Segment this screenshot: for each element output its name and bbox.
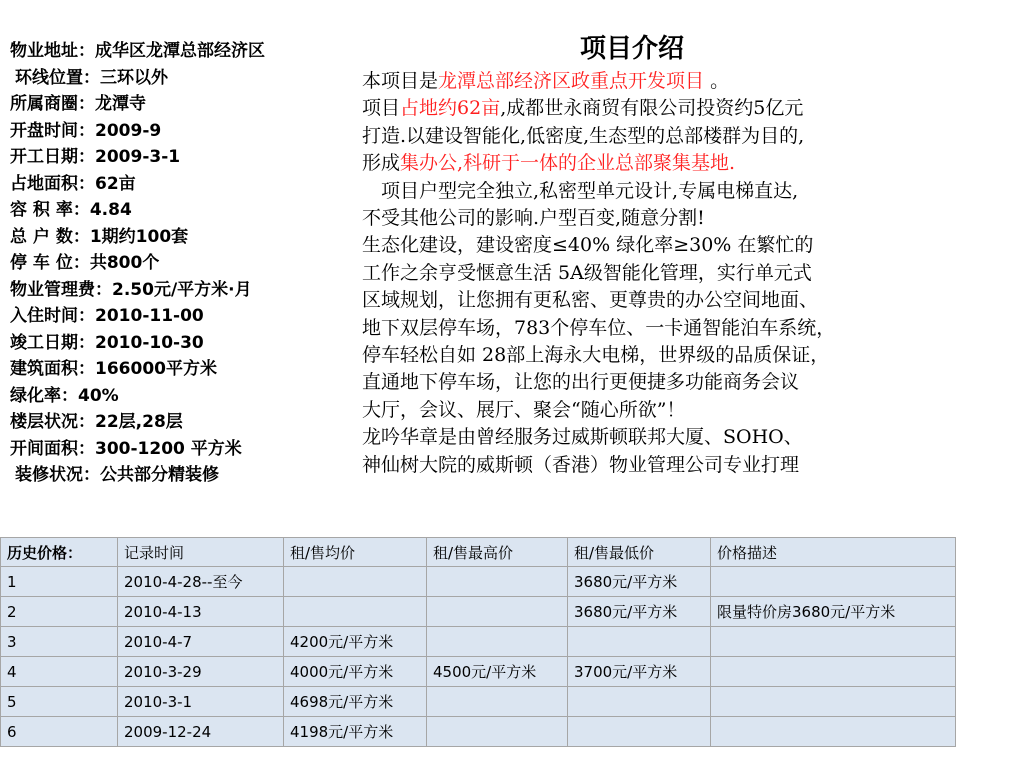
info-row-address	[10, 38, 360, 65]
table-cell	[711, 717, 956, 747]
table-cell: 2010-4-7	[118, 627, 284, 657]
table-cell: 4698元/平方米	[284, 687, 427, 717]
table-cell: 3680元/平方米	[568, 567, 711, 597]
info-label: 竣工日期：	[10, 332, 95, 353]
info-row-business-district	[10, 91, 360, 118]
intro-highlight: 集办公,科研于一体的企业总部聚集基地.	[400, 152, 736, 175]
intro-line: 直通地下停车场，让您的出行更便捷多功能商务会议	[362, 371, 800, 394]
header-cell-avg-price: 租/售均价	[284, 538, 427, 567]
table-cell: 2010-3-29	[118, 657, 284, 687]
table-cell: 4198元/平方米	[284, 717, 427, 747]
info-label: 容 积 率：	[10, 200, 90, 220]
table-cell	[568, 717, 711, 747]
table-cell: 3	[1, 627, 118, 657]
intro-line: 大厅，会议、展厅、聚会“随心所欲”！	[362, 398, 686, 421]
info-label: 建筑面积：	[10, 359, 95, 379]
info-label: 开盘时间：	[10, 120, 95, 141]
info-value: 2009-9	[95, 120, 162, 141]
info-value: 2009-3-1	[95, 147, 181, 167]
table-cell	[711, 627, 956, 657]
info-label: 停 车 位：	[10, 253, 90, 273]
info-label: 开间面积：	[10, 438, 95, 459]
info-row-completion	[10, 330, 360, 357]
table-cell	[427, 597, 568, 627]
table-cell: 2010-3-1	[118, 687, 284, 717]
table-cell	[568, 627, 711, 657]
table-row	[1, 687, 956, 717]
info-row-parking	[10, 250, 360, 277]
intro-text: 形成	[362, 152, 401, 175]
table-cell: 3680元/平方米	[568, 597, 711, 627]
info-row-unit-area	[10, 436, 360, 463]
intro-title: 项目介绍	[580, 34, 685, 64]
info-label: 所属商圈：	[10, 94, 95, 114]
info-value: 4.84	[89, 200, 132, 220]
info-value: 2.50元/平方米·月	[112, 279, 252, 300]
info-row-start-date	[10, 144, 360, 171]
intro-text: 本项目是	[362, 70, 439, 92]
intro-line: 神仙树大院的威斯顿（香港）物业管理公司专业打理	[362, 453, 800, 476]
info-label: 总 户 数：	[10, 226, 90, 247]
intro-line	[362, 68, 1022, 95]
info-value: 三环以外	[100, 67, 168, 88]
info-label: 楼层状况：	[10, 412, 95, 432]
info-label: 环线位置：	[15, 67, 100, 88]
info-value: 1期约100套	[89, 226, 189, 247]
table-cell: 1	[1, 567, 118, 597]
info-row-households	[10, 224, 360, 251]
info-row-floors	[10, 409, 360, 436]
info-value: 共800个	[89, 253, 160, 273]
info-label: 物业管理费：	[10, 279, 112, 300]
intro-body	[362, 68, 1022, 479]
info-label: 占地面积：	[10, 173, 95, 194]
table-header-row	[1, 538, 956, 567]
info-row-land-area	[10, 171, 360, 198]
table-cell	[568, 687, 711, 717]
table-cell	[711, 687, 956, 717]
header-cell-history-price: 历史价格：	[1, 538, 118, 567]
info-value: 公共部分精装修	[100, 465, 219, 485]
table-cell	[427, 687, 568, 717]
intro-highlight: 占地约62亩	[400, 97, 501, 120]
info-label: 物业地址：	[10, 41, 95, 61]
table-cell: 5	[1, 687, 118, 717]
intro-line: 龙吟华章是由曾经服务过威斯顿联邦大厦、SOHO、	[362, 426, 803, 449]
table-cell: 2009-12-24	[118, 717, 284, 747]
info-value: 40%	[78, 385, 119, 406]
table-cell: 2010-4-13	[118, 597, 284, 627]
info-row-building-area	[10, 356, 360, 383]
property-info-list	[10, 38, 360, 489]
table-row	[1, 567, 956, 597]
intro-text: ,成都世永商贸有限公司投资约5亿元	[500, 97, 804, 120]
table-cell	[427, 717, 568, 747]
info-label: 装修状况：	[15, 465, 100, 485]
info-value: 166000平方米	[95, 359, 217, 379]
intro-text: 。	[704, 70, 730, 92]
intro-line: 区域规划，让您拥有更私密、更尊贵的办公空间地面、	[362, 289, 819, 312]
table-cell: 2010-4-28--至今	[118, 567, 284, 597]
table-cell: 限量特价房3680元/平方米	[711, 597, 956, 627]
info-value: 龙潭寺	[95, 94, 146, 114]
info-value: 成华区龙潭总部经济区	[95, 41, 265, 61]
table-row	[1, 627, 956, 657]
table-cell: 4500元/平方米	[427, 657, 568, 687]
info-value: 2010-10-30	[95, 332, 204, 353]
table-cell	[711, 657, 956, 687]
info-value: 2010-11-00	[95, 306, 204, 326]
info-value: 300-1200 平方米	[95, 438, 242, 459]
intro-line: 地下双层停车场，783个停车位、一卡通智能泊车系统，	[362, 316, 836, 339]
table-cell	[711, 567, 956, 597]
intro-highlight: 龙潭总部经济区政重点开发项目	[438, 70, 705, 92]
info-value: 22层,28层	[95, 412, 183, 432]
intro-line: 停车轻松自如 28部上海永大电梯，世界级的品质保证，	[362, 344, 830, 367]
info-row-green-rate	[10, 383, 360, 410]
header-cell-max-price: 租/售最高价	[427, 538, 568, 567]
intro-line: 工作之余亨受惬意生活 5A级智能化管理，实行单元式	[362, 261, 812, 284]
header-cell-record-time: 记录时间	[118, 538, 284, 567]
header-cell-description: 价格描述	[711, 538, 956, 567]
info-row-management-fee	[10, 277, 360, 304]
price-history-table	[0, 537, 956, 747]
table-row	[1, 657, 956, 687]
table-cell: 6	[1, 717, 118, 747]
info-label: 绿化率：	[10, 385, 78, 406]
info-row-opening-time	[10, 118, 360, 145]
intro-text: 项目	[362, 97, 401, 120]
table-cell: 4200元/平方米	[284, 627, 427, 657]
intro-line: 项目户型完全独立,私密型单元设计,专属电梯直达,	[362, 179, 799, 202]
table-cell	[284, 597, 427, 627]
info-label: 入住时间：	[10, 306, 95, 326]
intro-line: 不受其他公司的影响.户型百变,随意分割!	[362, 207, 705, 230]
table-cell: 4	[1, 657, 118, 687]
table-cell: 3700元/平方米	[568, 657, 711, 687]
table-cell: 2	[1, 597, 118, 627]
table-row	[1, 597, 956, 627]
intro-line	[362, 95, 1022, 122]
table-cell: 4000元/平方米	[284, 657, 427, 687]
info-row-move-in	[10, 303, 360, 330]
info-row-plot-ratio	[10, 197, 360, 224]
info-row-decoration	[10, 462, 360, 489]
table-row	[1, 717, 956, 747]
header-cell-min-price: 租/售最低价	[568, 538, 711, 567]
info-value: 62亩	[95, 173, 136, 194]
info-row-ring-road	[10, 65, 360, 92]
intro-line	[362, 150, 1022, 177]
info-label: 开工日期：	[10, 147, 95, 167]
intro-line: 打造.以建设智能化,低密度,生态型的总部楼群为目的,	[362, 124, 805, 147]
table-cell	[284, 567, 427, 597]
intro-line: 生态化建设，建设密度≤40% 绿化率≥30% 在繁忙的	[362, 234, 814, 257]
table-cell	[427, 567, 568, 597]
table-cell	[427, 627, 568, 657]
